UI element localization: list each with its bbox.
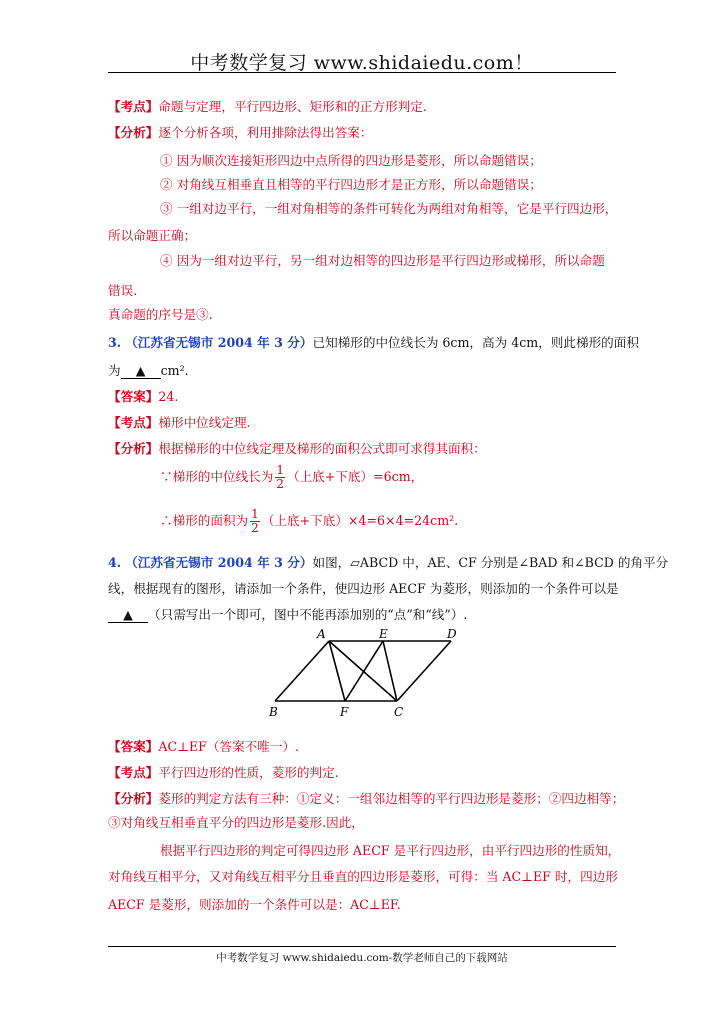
fenxi-line-5: AECF 是菱形，则添加的一个条件可以是：AC⊥EF. [108,897,401,912]
question-text: 已知梯形的中位线长为 6cm，高为 4cm，则此梯形的面积 [312,335,639,350]
question-source: （江苏省无锡市 2004 年 3 分） [125,555,313,570]
question-3 [108,332,639,351]
tag-answer: 【答案】 [108,389,159,404]
header-divider [108,72,616,73]
analysis-item-1: ① 因为顺次连接矩形四边中点所得的四边形是菱形，所以命题错误； [160,153,542,168]
text-line [108,122,372,141]
answer-text: AC⊥EF（答案不唯一）. [158,739,300,754]
question-source: （江苏省无锡市 2004 年 3 分） [125,335,313,350]
question-4-line2: 线，根据现有的图形，请添加一个条件，使四边形 AECF 为菱形，则添加的一个条件可以是 [108,581,619,596]
segment-AF [329,641,345,701]
analysis-item-4-cont: 错误. [108,283,138,298]
fraction [275,464,285,491]
question-4-line3 [108,604,467,623]
formula-text: （上底+下底）=6cm， [286,469,424,484]
fenxi-line-2: ③对角线互相垂直平分的四边形是菱形.因此， [108,815,364,830]
segment-EC [383,641,397,701]
answer-line [108,736,299,755]
fenxi-line-3: 根据平行四边形的判定可得四边形 AECF 是平行四边形，由平行四边形的性质知， [160,843,621,858]
point-label-A: A [317,627,326,641]
answer-text: 24. [158,389,179,404]
question-text: 为 [108,363,121,378]
analysis-item-4: ④ 因为一组对边平行，另一组对边相等的四边形是平行四边形或梯形，所以命题 [160,253,605,268]
formula-text: ∴梯形的面积为 [160,513,249,528]
question-text: （只需写出一个即可，图中不能再添加别的“点”和“线”）. [148,607,468,622]
question-number: 3. [108,335,122,350]
segment-EF [345,641,383,701]
analysis-item-2: ② 对角线互相垂直且相等的平行四边形才是正方形，所以命题错误； [160,177,542,192]
tag-fenxi: 【分析】 [108,125,159,140]
fraction-numerator: 1 [276,463,284,477]
answer-blank: ▲ [121,363,161,379]
kaodian-text: 命题与定理，平行四边形、矩形和的正方形判定. [158,99,427,114]
tag-kaodian: 【考点】 [108,99,159,114]
page-header-title: 中考数学复习 www.shidaiedu.com！ [190,52,534,74]
point-label-C: C [394,705,404,719]
segment-DC [397,641,451,701]
tag-kaodian: 【考点】 [108,415,159,430]
text-line [108,96,427,115]
page-footer: 中考数学复习 www.shidaiedu.com-数学老师自己的下载网站 [216,952,508,964]
fraction-denominator: 2 [251,521,259,535]
parallelogram-figure [265,627,465,719]
question-text: cm². [160,363,189,378]
tag-fenxi: 【分析】 [108,791,159,806]
fraction [250,508,260,535]
formula-text: ∵梯形的中位线长为 [160,469,274,484]
fraction-numerator: 1 [251,507,259,521]
tag-kaodian: 【考点】 [108,765,159,780]
answer-line [108,386,178,405]
question-text: 如图，▱ABCD 中，AE、CF 分别是∠BAD 和∠BCD 的角平分 [312,555,669,570]
point-label-E: E [379,627,388,641]
point-label-F: F [340,705,349,719]
segment-AB [275,641,329,701]
tag-answer: 【答案】 [108,739,159,754]
point-label-B: B [269,705,278,719]
fenxi-text: 菱形的判定方法有三种：①定义：一组邻边相等的平行四边形是菱形；②四边相等； [158,791,625,806]
fenxi-text: 逐个分析各项，利用排除法得出答案： [158,125,373,140]
kaodian-line [108,762,339,781]
fenxi-line [108,788,624,807]
fenxi-line [108,438,486,457]
question-4 [108,552,668,571]
analysis-item-3: ③ 一组对边平行，一组对角相等的条件可转化为两组对角相等，它是平行四边形， [160,201,618,216]
fenxi-text: 根据梯形的中位线定理及梯形的面积公式即可求得其面积： [158,441,486,456]
question-3-line2 [108,360,189,379]
fraction-denominator: 2 [276,477,284,491]
analysis-item-3-cont: 所以命题正确； [108,228,197,243]
conclusion-line: 真命题的序号是③. [108,307,213,322]
fenxi-line-4: 对角线互相平分，又对角线互相平分且垂直的四边形是菱形，可得：当 AC⊥EF 时，四边形 [108,869,618,884]
tag-fenxi: 【分析】 [108,441,159,456]
kaodian-text: 平行四边形的性质，菱形的判定. [158,765,339,780]
segment-AC [329,641,397,701]
question-number: 4. [108,555,122,570]
kaodian-line [108,412,251,431]
formula-line-2 [160,508,458,535]
point-label-D: D [447,627,457,641]
answer-blank: ▲ [108,607,148,623]
formula-line-1 [160,464,423,491]
footer-divider [108,946,616,947]
formula-text: （上底+下底）×4=6×4=24cm². [261,513,459,528]
kaodian-text: 梯形中位线定理. [158,415,251,430]
